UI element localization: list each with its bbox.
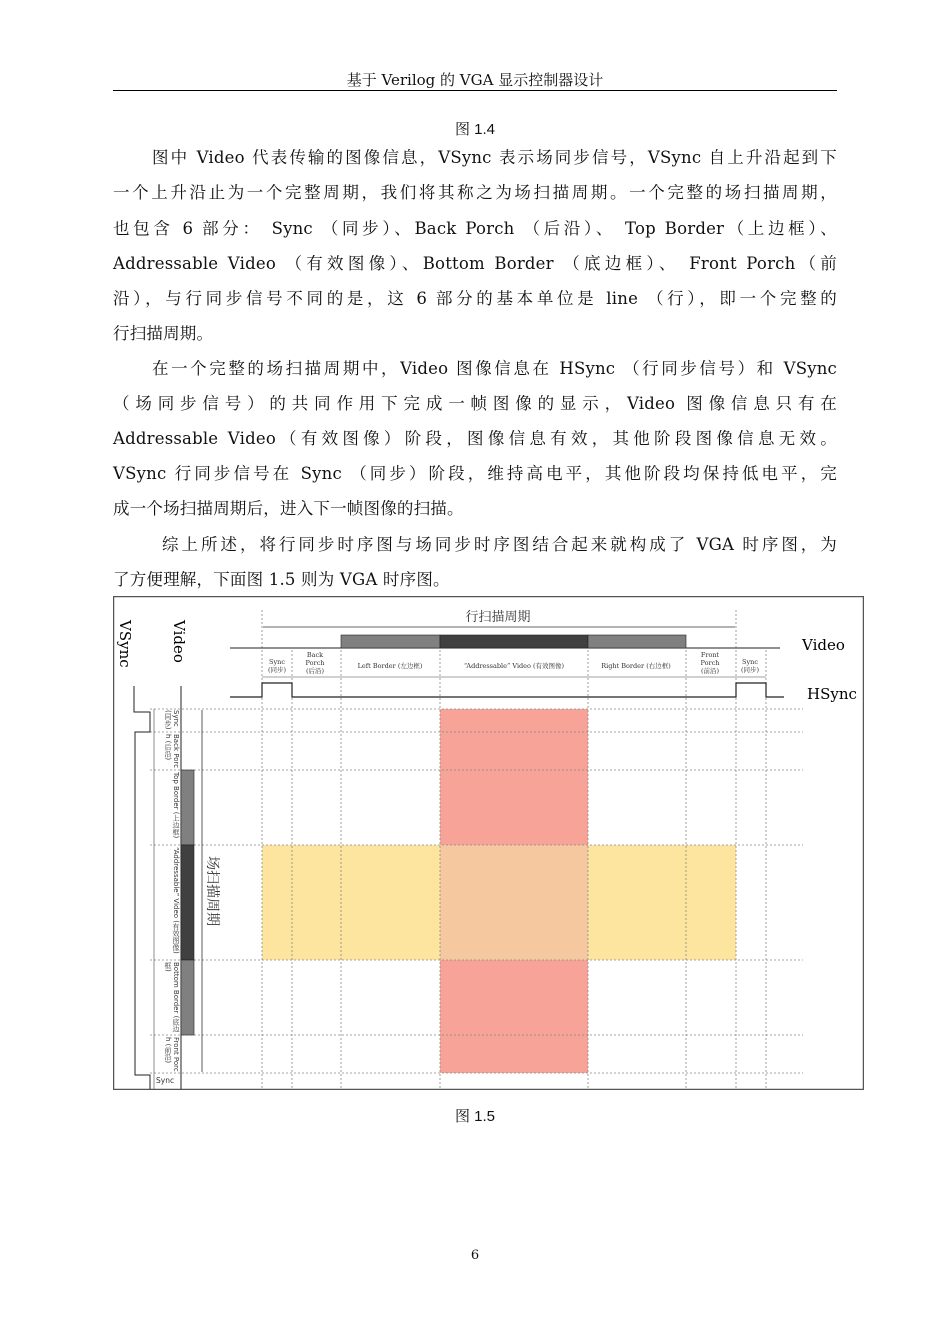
video-v-label: Video xyxy=(170,620,188,663)
v-segment-label-back-porch: Back Porch (后沿) xyxy=(164,734,180,769)
text-line: 在一个完整的场扫描周期中，Video 图像信息在 HSync （行同步信号）和 VSync xyxy=(152,359,837,378)
hsync-label: HSync xyxy=(807,685,857,703)
svg-text:(同步): (同步) xyxy=(740,666,760,674)
v-segment-label-sync-end: Sync xyxy=(156,1076,175,1085)
right-border-bar xyxy=(588,635,686,648)
svg-text:(前沿): (前沿) xyxy=(700,667,720,675)
svg-text:Porch: Porch xyxy=(700,659,720,667)
top-border-bar xyxy=(181,770,194,845)
vsync-label: VSync xyxy=(116,620,134,668)
bottom-border-bar xyxy=(181,960,194,1035)
left-border-bar xyxy=(341,635,440,648)
text-line: 也包含 6 部分： Sync （同步）、Back Porch （后沿）、 Top Border（上边框）、 xyxy=(113,219,837,238)
vga-timing-diagram xyxy=(113,596,864,1090)
svg-text:Front: Front xyxy=(700,651,720,659)
text-line: 行扫描周期。 xyxy=(113,324,214,343)
v-segment-label-top-border: Top Border (上边框) xyxy=(172,772,180,839)
v-segment-label-addressable: “Addressable” Video (有效图像) xyxy=(172,847,180,954)
text-line: Addressable Video （有效图像）、Bottom Border （底边框）、 Front Porch（前 xyxy=(113,254,837,273)
page-header: 基于 Verilog 的 VGA 显示控制器设计 xyxy=(346,71,604,89)
text-line: （场同步信号）的共同作用下完成一帧图像的显示，Video 图像信息只有在 xyxy=(113,394,837,413)
h-period-label: 行扫描周期 xyxy=(465,610,531,625)
text-line: 综上所述，将行同步时序图与场同步时序图结合起来就构成了 VGA 时序图，为 xyxy=(162,535,837,554)
v-segment-label-front-porch: Front Porch (前沿) xyxy=(164,1037,180,1072)
header-rule xyxy=(113,90,837,91)
v-segment-label-bottom-border: Bottom Border (底边框) xyxy=(164,962,180,1033)
text-line: Addressable Video（有效图像）阶段，图像信息有效，其他阶段图像信息无效。 xyxy=(113,429,837,448)
addressable-bar xyxy=(440,635,588,648)
video-label: Video xyxy=(802,636,845,654)
figure-1-4-caption: 图 1.4 xyxy=(454,121,496,138)
addressable-area xyxy=(440,845,588,960)
page-number: 6 xyxy=(470,1248,480,1263)
text-line: VSync 行同步信号在 Sync （同步）阶段，维持高电平，其他阶段均保持低电平，完 xyxy=(113,464,837,483)
text-line: 沿），与行同步信号不同的是，这 6 部分的基本单位是 line （行），即一个完整的 xyxy=(113,289,837,308)
svg-text:(后沿): (后沿) xyxy=(305,667,325,675)
addressable-v-bar xyxy=(181,845,194,960)
svg-text:Left Border (左边框): Left Border (左边框) xyxy=(357,662,423,670)
v-segment-label-sync: Sync (同步) xyxy=(164,710,180,730)
figure-1-5-caption: 图 1.5 xyxy=(454,1108,496,1125)
svg-text:Right Border (右边框): Right Border (右边框) xyxy=(601,662,671,670)
svg-text:Back: Back xyxy=(306,651,324,659)
svg-text:Porch: Porch xyxy=(305,659,325,667)
svg-text:Sync: Sync xyxy=(742,658,758,666)
svg-text:Sync: Sync xyxy=(269,658,285,666)
svg-text:“Addressable” Video (有效图像): “Addressable” Video (有效图像) xyxy=(463,662,565,670)
text-line: 一个上升沿止为一个完整周期，我们将其称之为场扫描周期。一个完整的场扫描周期， xyxy=(113,183,837,202)
text-line: 了方便理解，下面图 1.5 则为 VGA 时序图。 xyxy=(113,570,450,589)
v-period-label: 场扫描周期 xyxy=(204,856,220,926)
text-line: 成一个场扫描周期后，进入下一帧图像的扫描。 xyxy=(113,499,464,518)
svg-text:(同步): (同步) xyxy=(267,666,287,674)
text-line: 图中 Video 代表传输的图像信息，VSync 表示场同步信号，VSync 自上升沿起到下 xyxy=(152,148,837,167)
